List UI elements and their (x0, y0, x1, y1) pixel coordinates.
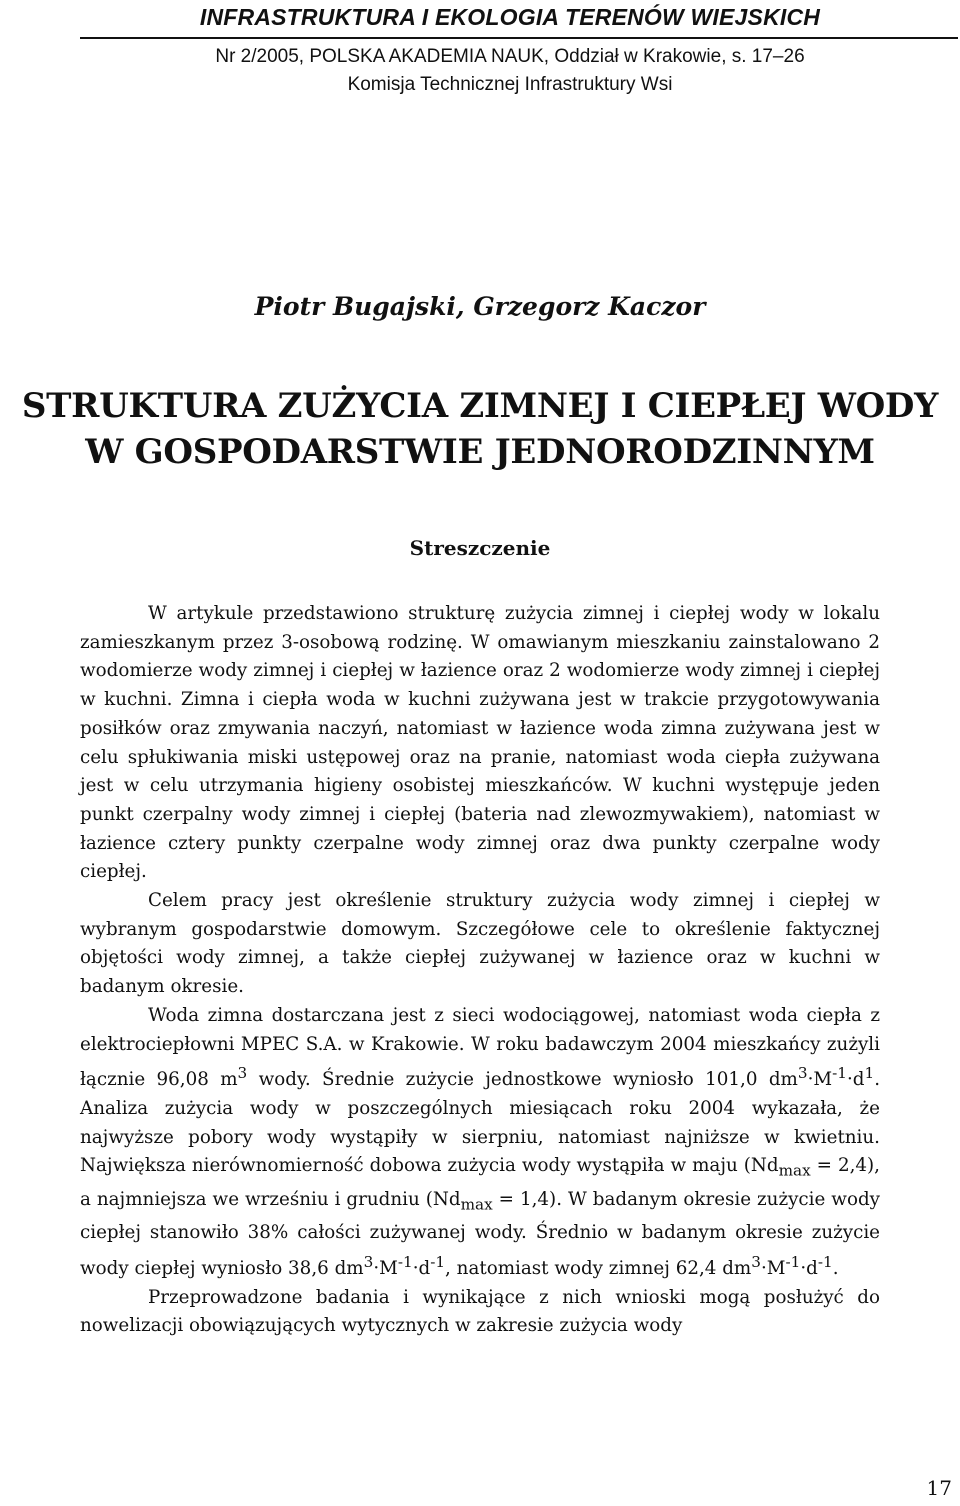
committee-name: Komisja Technicznej Infrastruktury Wsi (347, 74, 673, 95)
superscript: 3 (751, 1252, 761, 1271)
text-run: ·M (373, 1257, 398, 1279)
issue-info: Nr 2/2005, POLSKA AKADEMIA NAUK, Oddział w Krakowie, s. 17–26 (215, 46, 805, 67)
page-number: 17 (926, 1476, 952, 1500)
article-title-line-2: W GOSPODARSTWIE JEDNORODZINNYM (85, 432, 875, 472)
text-run: wody. Średnie zużycie jednostkowe wyniosło 101,0 dm (247, 1069, 798, 1091)
superscript: 1 (864, 1064, 875, 1083)
abstract-paragraph-2: Celem pracy jest określenie struktury zużycia wody zimnej i ciepłej w wybranym gospodarstwie domowym. Szczegółowe cele to określenie faktycznej objętości wody zimnej, a także ciepłej zużywanej w łazience oraz w kuchni w badanym okresie. (80, 890, 880, 998)
superscript: -1 (832, 1064, 847, 1083)
text-run: . Analiza zużycia wody w poszczególnych miesiącach roku 2004 wykazała, że najwyższe pobory wody wystąpiły w sierpniu, natomiast najniższe w kwietniu. Największa nierównomierność dobowa zużycia wody wystąpiła w maju (Nd (80, 1069, 880, 1177)
authors: Piotr Bugajski, Grzegorz Kaczor (254, 292, 706, 321)
text-run: ·d (846, 1069, 865, 1091)
text-run: , natomiast wody zimnej 62,4 dm (445, 1257, 752, 1279)
abstract-heading: Streszczenie (409, 536, 551, 560)
header-rule (80, 37, 958, 39)
superscript: -1 (397, 1252, 413, 1271)
superscript: 3 (797, 1064, 808, 1083)
abstract-paragraph-1: W artykule przedstawiono strukturę zużycia zimnej i ciepłej wody w lokalu zamieszkanym przez 3-osobową rodzinę. W omawianym mieszkaniu zainstalowano 2 wodomierze wody zimnej i ciepłej w łazience oraz 2 wodomierze wody zimnej i ciepłej w kuchni. Zimna i ciepła woda w kuchni zużywana jest w trakcie przygotowywania posiłków oraz zmywania naczyń, natomiast w łazience woda zimna zużywana jest w celu spłukiwania miski ustępowej oraz na pranie, natomiast woda ciepła zużywana jest w celu utrzymania higieny osobistej mieszkańców. W kuchni występuje jeden punkt czerpalny wody zimnej i ciepłej (bateria nad zlewozmywakiem), natomiast w łazience cztery punkty czerpalne wody zimnej oraz dwa punkty czerpalne wody ciepłej. (80, 603, 880, 883)
text-run: ·d (412, 1257, 431, 1279)
abstract-body (80, 600, 880, 1341)
text-run: = 1,4). W badanym okresie zużycie wody ciepłej stanowiło 38% całości zużywanej wody. Średnio w badanym okresie zużycie wody ciepłej wyniosło 38,6 dm (80, 1188, 880, 1279)
text-run: Woda zimna dostarczana jest z sieci wodociągowej, natomiast woda ciepła z elektrociepłowni MPEC S.A. w Krakowie. W roku badawczym 2004 mieszkańcy zużyli łącznie 96,08 m (80, 1004, 880, 1091)
subscript: max (778, 1162, 811, 1181)
superscript: 3 (237, 1064, 248, 1083)
superscript: -1 (430, 1252, 446, 1271)
text-run: ·M (760, 1257, 786, 1279)
superscript: 3 (363, 1252, 374, 1271)
abstract-paragraph-4: Przeprowadzone badania i wynikające z nich wnioski mogą posłużyć do nowelizacji obowiązujących wytycznych w zakresie zużycia wody (80, 1286, 880, 1337)
text-run: = 2,4), a najmniejsza we wrześniu i grudniu (Nd (80, 1155, 880, 1210)
abstract-paragraph-3 (80, 1002, 880, 1284)
superscript: -1 (785, 1252, 801, 1271)
text-run: ·d (800, 1257, 818, 1279)
subscript: max (460, 1195, 493, 1214)
text-run: . (832, 1257, 839, 1279)
journal-title: INFRASTRUKTURA I EKOLOGIA TERENÓW WIEJSKICH (199, 4, 821, 30)
article-title-line-1: STRUKTURA ZUŻYCIA ZIMNEJ I CIEPŁEJ WODY (21, 386, 939, 426)
superscript: -1 (817, 1252, 833, 1271)
text-run: ·M (807, 1069, 833, 1091)
